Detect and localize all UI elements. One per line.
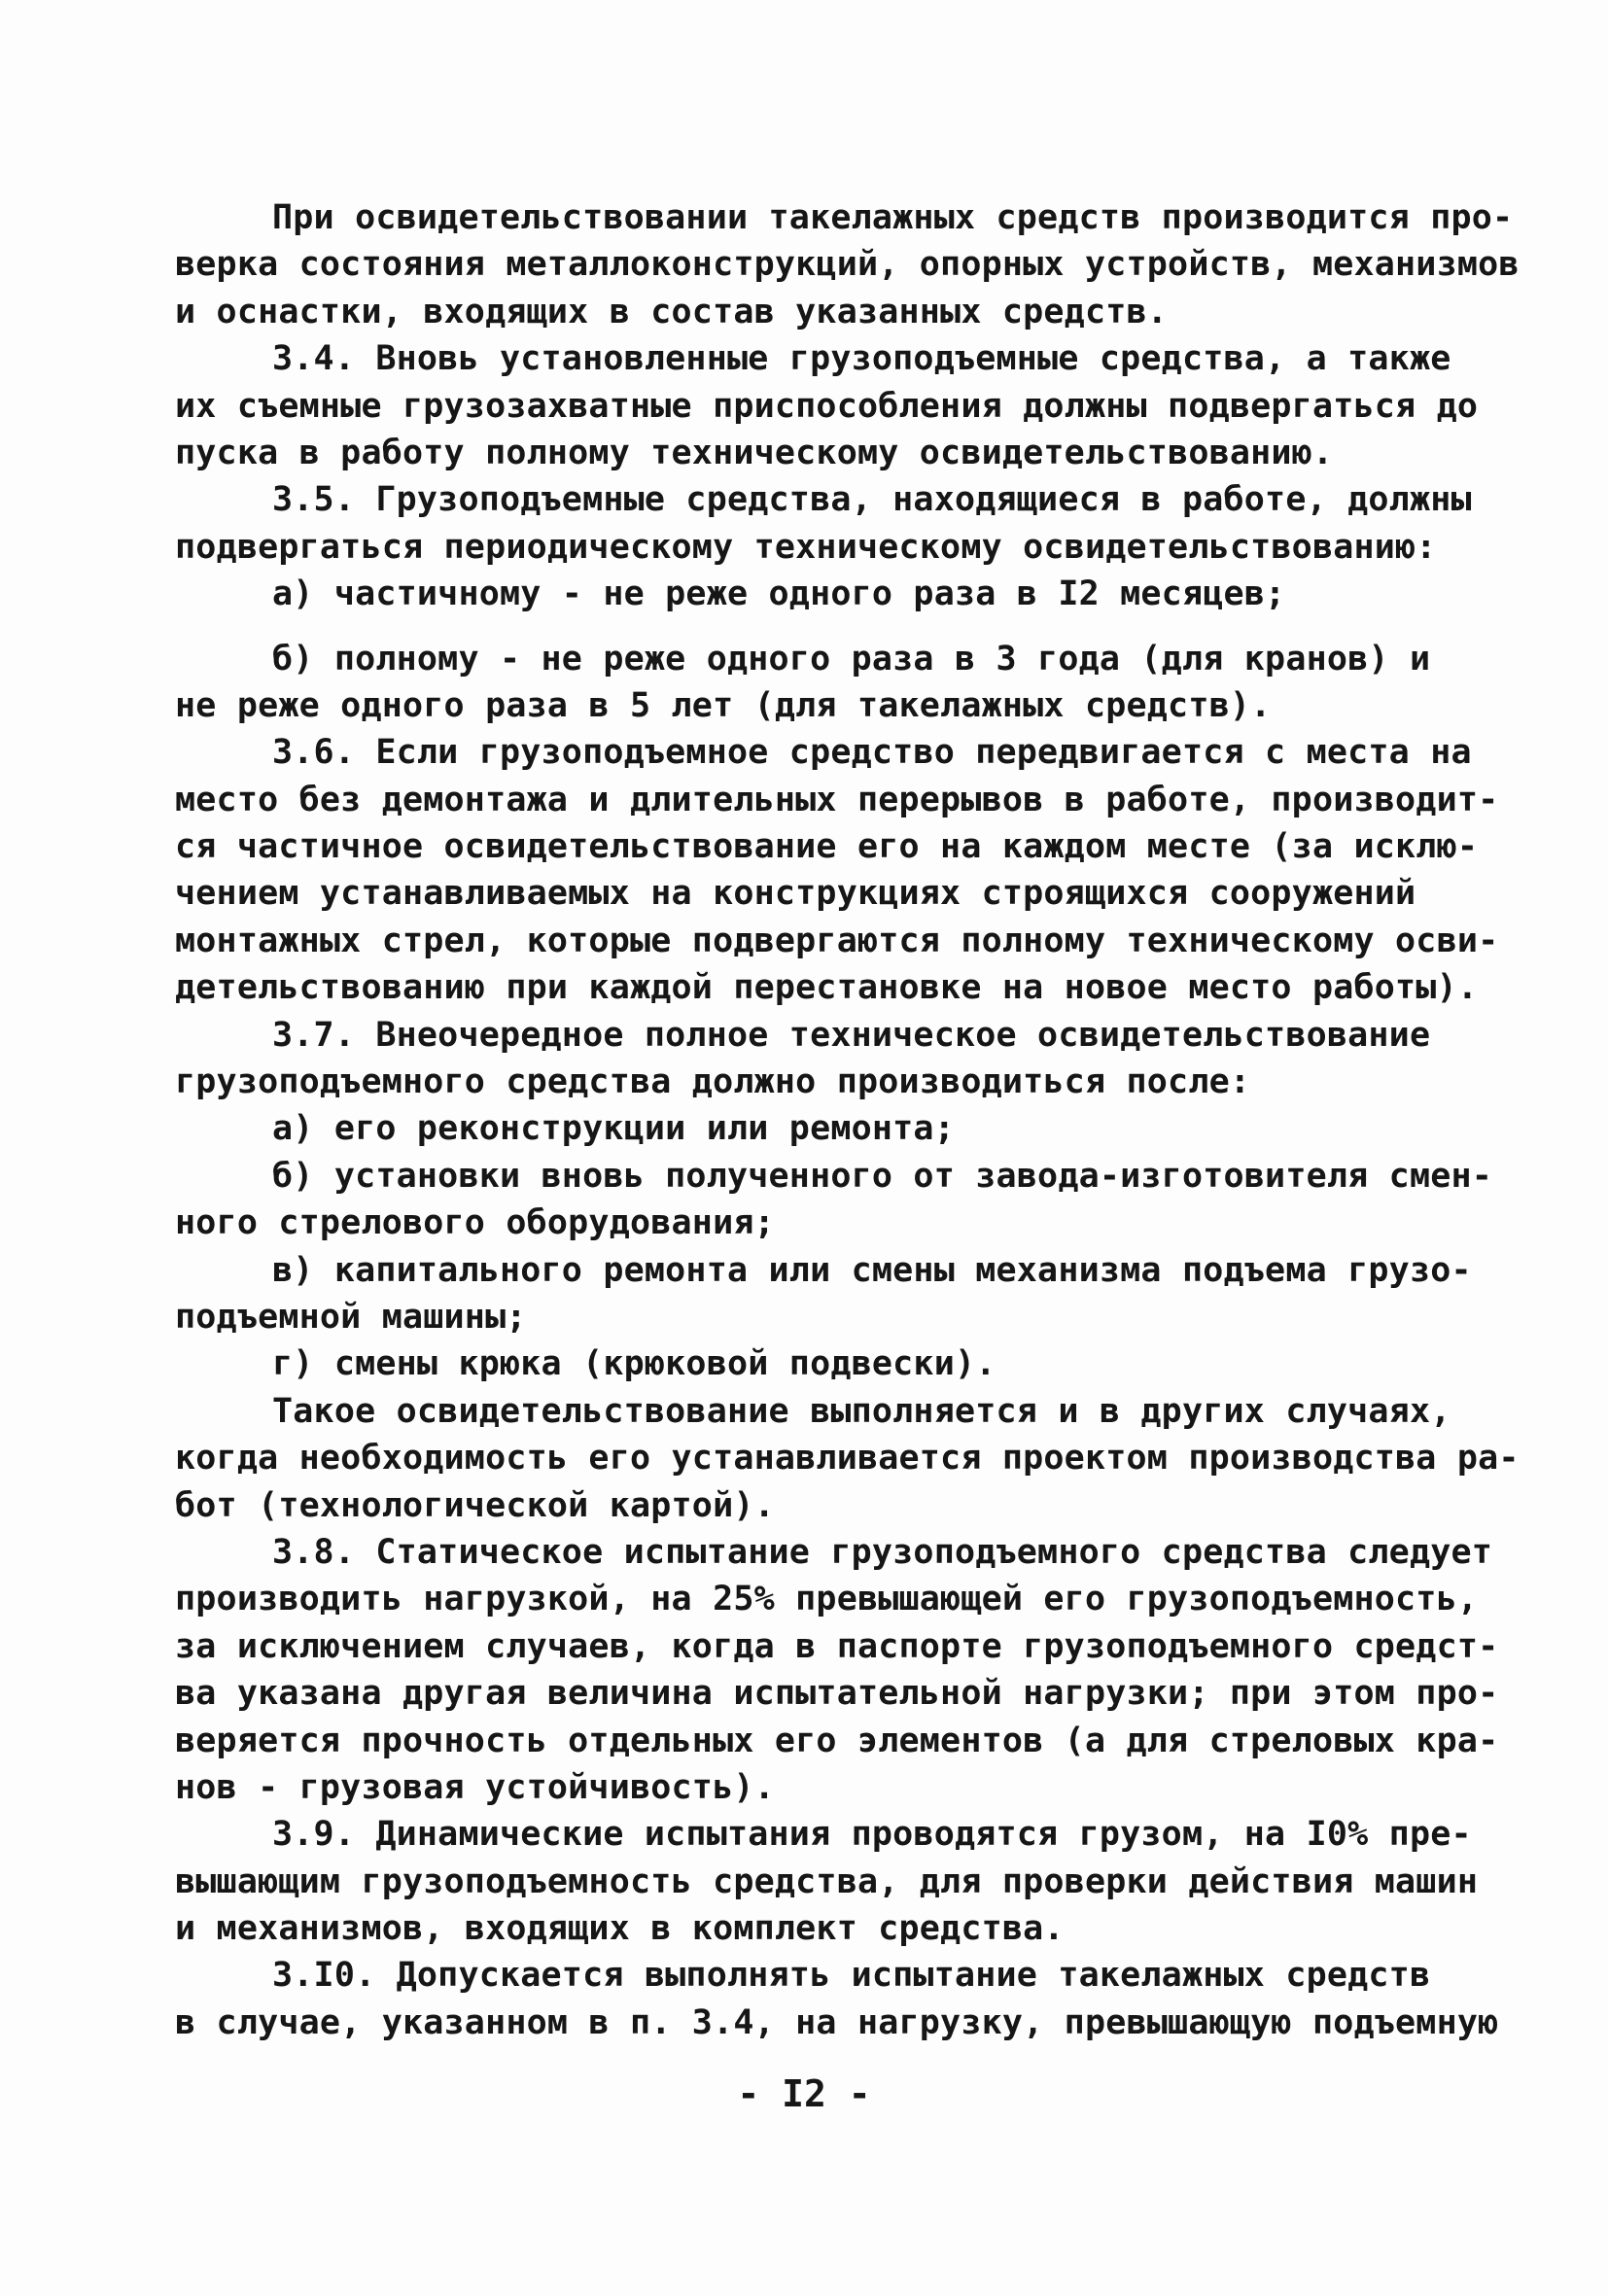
clause-3-7-line: 3.7. Внеочередное полное техническое освидетельствование [272,1015,1431,1055]
text-line: подъемной машины; [175,1297,527,1337]
clause-3-8-line: 3.8. Статическое испытание грузоподъемного средства следует [272,1532,1493,1572]
text-line: верка состояния металлоконструкций, опорных устройств, механизмов [175,245,1520,285]
text-line: когда необходимость его устанавливается проектом производства ра- [175,1439,1520,1478]
text-line: При освидетельствовании такелажных средств производится про- [272,198,1514,237]
text-line: и механизмов, входящих в комплект средства. [175,1909,1065,1949]
clause-3-10-line: 3.I0. Допускается выполнять испытание такелажных средств [272,1956,1431,1996]
text-line: веряется прочность отдельных его элементов (а для стреловых кра- [175,1721,1499,1760]
text-line: и оснастки, входящих в состав указанных средств. [175,292,1169,331]
text-line: чением устанавливаемых на конструкциях строящихся сооружений [175,874,1416,914]
text-line: подвергаться периодическому техническому освидетельствованию: [175,527,1437,567]
list-item-line: в) капитального ремонта или смены механизма подъема грузо- [272,1250,1472,1290]
text-line: ного стрелового оборудования; [175,1203,775,1243]
text-line: производить нагрузкой, на 25% превышающей его грузоподъемность, [175,1580,1479,1619]
text-line: грузоподъемного средства должно производиться после: [175,1062,1251,1102]
text-line: не реже одного раза в 5 лет (для такелажных средств). [175,685,1272,725]
text-line: вышающим грузоподъемность средства, для проверки действия машин [175,1861,1479,1901]
text-line: бот (технологической картой). [175,1485,775,1525]
text-line: место без демонтажа и длительных перерывов в работе, производит- [175,780,1499,819]
clause-3-5-line: 3.5. Грузоподъемные средства, находящиеся в работе, должны [272,480,1472,520]
text-line: пуска в работу полному техническому освидетельствованию. [175,433,1334,472]
text-line: их съемные грузозахватные приспособления должны подвергаться до [175,386,1479,426]
list-item-line: г) смены крюка (крюковой подвески). [272,1344,996,1384]
list-item-line: б) полному - не реже одного раза в 3 года (для кранов) и [272,639,1431,678]
clause-3-9-line: 3.9. Динамические испытания проводятся грузом, на I0% пре- [272,1815,1472,1855]
text-line: в случае, указанном в п. 3.4, на нагрузку, превышающую подъемную [175,2002,1499,2042]
list-item-line: б) установки вновь полученного от завода-изготовителя смен- [272,1156,1493,1196]
text-line: Такое освидетельствование выполняется и в других случаях, [272,1391,1451,1431]
text-line: нов - грузовая устойчивость). [175,1767,775,1807]
text-line: монтажных стрел, которые подвергаются полному техническому осви- [175,921,1499,960]
page-number: - I2 - [737,2072,871,2115]
text-line: детельствованию при каждой перестановке на новое место работы). [175,968,1479,1008]
clause-3-6-line: 3.6. Если грузоподъемное средство передвигается с места на [272,733,1472,773]
list-item-line: а) частичному - не реже одного раза в I2 месяцев; [272,574,1286,614]
text-line: за исключением случаев, когда в паспорте грузоподъемного средст- [175,1626,1499,1666]
clause-3-4-line: 3.4. Вновь установленные грузоподъемные средства, а также [272,339,1451,379]
body-text [175,194,1520,2046]
text-line: ся частичное освидетельствование его на каждом месте (за исклю- [175,827,1479,867]
list-item-line: а) его реконструкции или ремонта; [272,1109,955,1149]
text-line: ва указана другая величина испытательной нагрузки; при этом про- [175,1674,1499,1714]
